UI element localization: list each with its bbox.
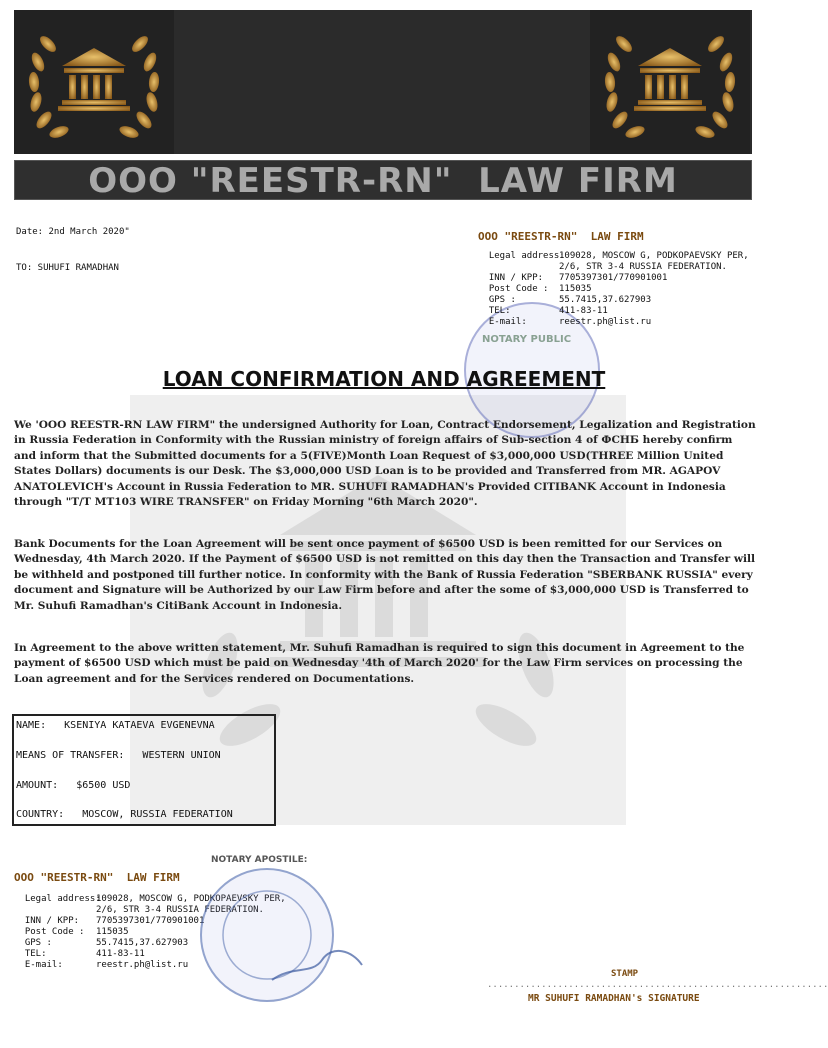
payment-details-box — [12, 714, 276, 826]
detail-label: Post Code : — [24, 927, 85, 937]
stamp-text: NOTARY PUBLIC — [482, 334, 572, 345]
detail-label: GPS : — [24, 938, 52, 948]
detail-value: 411-83-11 — [559, 306, 608, 316]
courthouse-laurel-icon — [14, 10, 174, 154]
paragraph-3: In Agreement to the above written statement, Mr. Suhufi Ramadhan is required to sign this document in Agreement to the payment of $6500 USD which must be paid on Wednesday '4th of March 2020' for the Law Firm services on processing the Loan agreement and for the Services rendered on Documentations. — [14, 642, 745, 685]
courthouse-logo-left — [14, 10, 174, 154]
stamp-label: STAMP — [611, 969, 639, 979]
detail-label: Legal address: — [488, 251, 565, 261]
detail-value: 2/6, STR 3-4 RUSSIA FEDERATION. — [96, 905, 264, 915]
detail-label: GPS : — [488, 295, 516, 305]
detail-label: Legal address: — [24, 894, 101, 904]
recipient-name: NAME: KSENIYA KATAEVA EVGENEVNA — [16, 720, 215, 731]
signature-line: ............................................................... — [487, 980, 828, 990]
detail-value: 115035 — [559, 284, 592, 294]
paragraph-1: We 'OOO REESTR-RN LAW FIRM" the undersigned Authority for Loan, Contract Endorsement, Legalization and Registration in Russia Federation in Conformity with the Russian ministry of foreign affairs of Sub-section 4 of ФСНБ hereby confirm and inform that the Submitted documents for a 5(FIVE)Month Loan Request of $3,000,000 USD(THREE Million United States Dollars) documents is our Desk. The $3,000,000 USD Loan is to be provided and Transferred from MR. AGAPOV ANATOLEVICH's Account in Russia Federation to MR. SUHUFI RAMADHAN's Provided CITIBANK Account in Indonesia through "T/T MT103 WIRE TRANSFER" on Friday Morning "6th March 2020". — [14, 419, 756, 509]
detail-value: 109028, MOSCOW G, PODKOPAEVSKY PER, — [559, 251, 749, 261]
detail-value: 55.7415,37.627903 — [559, 295, 652, 305]
detail-value: 115035 — [96, 927, 129, 937]
firm-title: OOO "REESTR-RN" LAW FIRM — [88, 161, 678, 201]
firm-name-top: OOO "REESTR-RN" LAW FIRM — [478, 230, 644, 243]
signature-label: MR SUHUFI RAMADHAN's SIGNATURE — [528, 993, 700, 1004]
detail-value: 7705397301/770901001 — [559, 273, 668, 283]
transfer-means: MEANS OF TRANSFER: WESTERN UNION — [16, 750, 221, 761]
detail-label: E-mail: — [24, 960, 63, 970]
recipient-country: COUNTRY: MOSCOW, RUSSIA FEDERATION — [16, 809, 233, 820]
detail-value: 55.7415,37.627903 — [96, 938, 189, 948]
courthouse-laurel-icon — [590, 10, 750, 154]
detail-value: 7705397301/770901001 — [96, 916, 205, 926]
detail-value: reestr.ph@list.ru — [559, 317, 652, 327]
detail-value: reestr.ph@list.ru — [96, 960, 189, 970]
title-bar — [14, 160, 752, 200]
detail-label: TEL: — [24, 949, 47, 959]
detail-value: 2/6, STR 3-4 RUSSIA FEDERATION. — [559, 262, 727, 272]
firm-name-bottom: OOO "REESTR-RN" LAW FIRM — [14, 871, 180, 884]
apostille-label: NOTARY APOSTILE: — [211, 855, 308, 865]
detail-label: E-mail: — [488, 317, 527, 327]
detail-label: TEL: — [488, 306, 511, 316]
firm-details-top — [478, 251, 748, 331]
signature-scribble-icon — [202, 870, 332, 1000]
detail-label: INN / KPP: — [488, 273, 544, 283]
notary-apostille-stamp — [200, 868, 334, 1002]
document-heading: LOAN CONFIRMATION AND AGREEMENT — [162, 367, 606, 391]
detail-value: 411-83-11 — [96, 949, 145, 959]
detail-value: 109028, MOSCOW G, PODKOPAEVSKY PER, — [96, 894, 286, 904]
courthouse-logo-right — [590, 10, 750, 154]
to-line: TO: SUHUFI RAMADHAN — [16, 263, 119, 273]
detail-label: INN / KPP: — [24, 916, 80, 926]
paragraph-2: Bank Documents for the Loan Agreement will be sent once payment of $6500 USD is been remitted for our Services on Wednesday, 4th March 2020. If the Payment of $6500 USD is not remitted on this day then the Transaction and Transfer will be withheld and postponed till further notice. In conformity with the Bank of Russia Federation "SBERBANK RUSSIA" every document and Signature will be Authorized by our Law Firm before and after the some of $3,000,000 USD is Transferred to Mr. Suhufi Ramadhan's CitiBank Account in Indonesia. — [14, 538, 756, 612]
detail-label: Post Code : — [488, 284, 549, 294]
payment-amount: AMOUNT: $6500 USD — [16, 780, 131, 791]
date-line: Date: 2nd March 2020" — [16, 227, 130, 237]
